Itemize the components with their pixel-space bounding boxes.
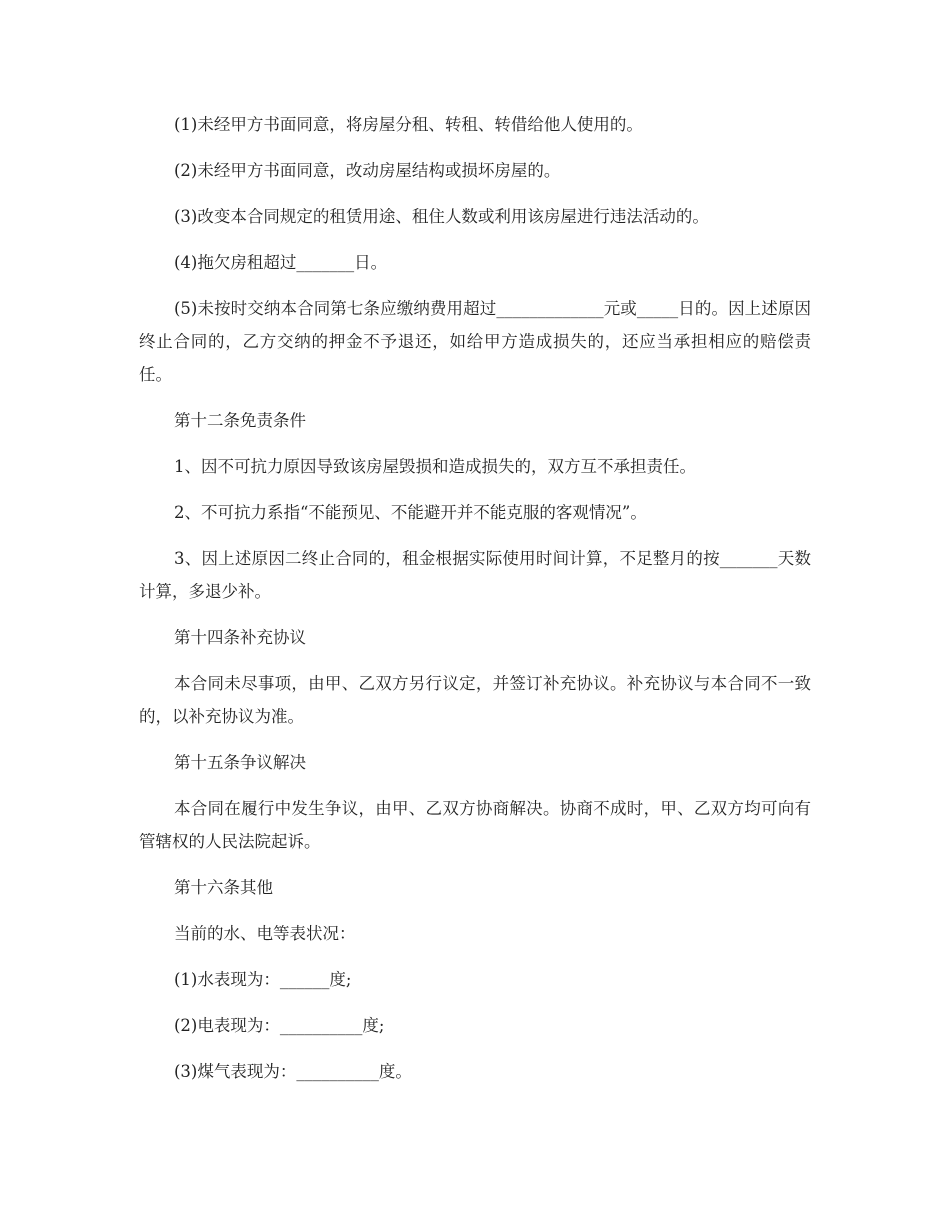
document-body: [139, 108, 811, 1101]
section-heading-14: 第十四条补充协议: [174, 628, 306, 647]
clause-item-2: (2)未经甲方书面同意，改动房屋结构或损坏房屋的。: [174, 161, 561, 180]
section-heading-12: 第十二条免责条件: [174, 411, 306, 430]
gas-meter-line: (3)煤气表现为：__________度。: [174, 1062, 412, 1081]
supplement-paragraph: 本合同未尽事项，由甲、乙双方另行议定，并签订补充协议。补充协议与本合同不一致的，以补充协议为准。: [139, 674, 811, 726]
exemption-item-2: 2、不可抗力系指“不能预见、不能避开并不能克服的客观情况”。: [174, 503, 647, 522]
exemption-item-3: 3、因上述原因二终止合同的，租金根据实际使用时间计算，不足整月的按_______天数计算，多退少补。: [139, 549, 811, 601]
clause-item-5: (5)未按时交纳本合同第七条应缴纳费用超过_____________元或_____日的。因上述原因终止合同的，乙方交纳的押金不予退还，如给甲方造成损失的，还应当承担相应的赔偿责任。: [139, 299, 811, 384]
clause-item-3: (3)改变本合同规定的租赁用途、租住人数或利用该房屋进行违法活动的。: [174, 207, 709, 226]
clause-item-1: (1)未经甲方书面同意，将房屋分租、转租、转借给他人使用的。: [174, 115, 643, 134]
dispute-paragraph: 本合同在履行中发生争议，由甲、乙双方协商解决。协商不成时，甲、乙双方均可向有管辖权的人民法院起诉。: [139, 799, 811, 851]
section-heading-16: 第十六条其他: [174, 878, 273, 897]
section-heading-15: 第十五条争议解决: [174, 753, 306, 772]
water-meter-line: (1)水表现为：______度;: [174, 970, 352, 989]
exemption-item-1: 1、因不可抗力原因导致该房屋毁损和造成损失的，双方互不承担责任。: [174, 457, 696, 476]
meter-status-intro: 当前的水、电等表状况：: [174, 924, 356, 943]
clause-item-4: (4)拖欠房租超过_______日。: [174, 253, 388, 272]
electric-meter-line: (2)电表现为：__________度;: [174, 1016, 385, 1035]
